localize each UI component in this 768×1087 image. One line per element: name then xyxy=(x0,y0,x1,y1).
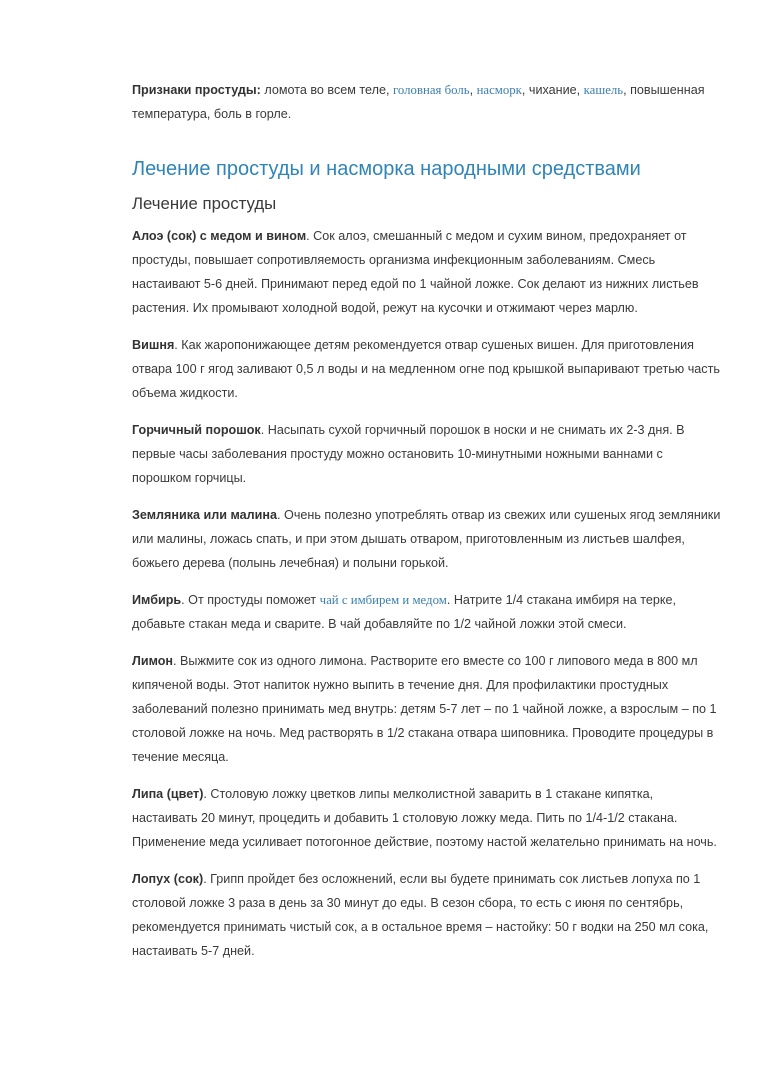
remedy-cherry xyxy=(132,333,722,405)
remedy-berries xyxy=(132,503,722,575)
ginger-tea-link[interactable]: чай с имбирем и медом xyxy=(319,593,447,607)
remedy-title: Лимон xyxy=(132,654,174,668)
main-heading: Лечение простуды и насморка народными средствами xyxy=(132,158,641,180)
symptoms-separator: , xyxy=(469,83,477,97)
remedy-title: Вишня xyxy=(132,338,175,352)
remedy-burdock xyxy=(132,867,722,963)
remedy-text: . Как жаропонижающее детям рекомендуется отвар сушеных вишен. Для приготовления отвара 100 г ягод заливают 0,5 л воды и на медленном огне под крышкой выпаривают третью часть объема жидкости. xyxy=(132,338,720,400)
document-page xyxy=(132,78,722,976)
remedy-text-after: . Натрите 1/4 стакана имбиря на терке, добавьте стакан меда и сварите. В чай добавляйте по 1/2 чайной ложки этой смеси. xyxy=(132,593,676,631)
remedy-title: Алоэ (сок) с медом и вином xyxy=(132,229,307,243)
cold-symptoms-paragraph xyxy=(132,78,722,126)
remedy-lemon xyxy=(132,649,722,769)
remedy-title: Липа (цвет) xyxy=(132,787,204,801)
remedy-text: . Очень полезно употреблять отвар из свежих или сушеных ягод земляники или малины, ложась спать, и при этом дышать отваром, приготовленным из листьев шалфея, божьего дерева (полынь лечебная) и полыни горькой. xyxy=(132,508,721,570)
cough-link[interactable]: кашель xyxy=(583,83,624,97)
remedy-title: Имбирь xyxy=(132,593,182,607)
symptoms-text-1: ломота во всем теле, xyxy=(260,83,393,97)
remedy-text: . Насыпать сухой горчичный порошок в носки и не снимать их 2-3 дня. В первые часы заболевания простуду можно остановить 10-минутными ножными ваннами с порошком горчицы. xyxy=(132,423,685,485)
remedy-mustard xyxy=(132,418,722,490)
remedy-title: Горчичный порошок xyxy=(132,423,261,437)
runny-nose-link[interactable]: насморк xyxy=(476,83,522,97)
symptoms-label: Признаки простуды: xyxy=(132,83,261,97)
remedy-text-before: . От простуды поможет xyxy=(181,593,320,607)
remedy-title: Лопух (сок) xyxy=(132,872,204,886)
headache-link[interactable]: головная боль xyxy=(393,83,470,97)
remedy-aloe xyxy=(132,224,722,320)
remedy-text: . Выжмите сок из одного лимона. Растворите его вместе со 100 г липового меда в 800 мл кипяченой воды. Этот напиток нужно выпить в течение дня. Для профилактики простудных заболеваний полезно принимать мед внутрь: детям 5-7 лет – по 1 чайной ложке, а взрослым – по 1 столовой ложке на ночь. Мед растворять в 1/2 стакана отвара шиповника. Проводите процедуры в течение месяца. xyxy=(132,654,717,764)
remedy-text: . Грипп пройдет без осложнений, если вы будете принимать сок листьев лопуха по 1 столовой ложке 3 раза в день за 30 минут до еды. В сезон сбора, то есть с июня по сентябрь, рекомендуется принимать чистый сок, а в остальное время – настойку: 50 г водки на 250 мл сока, настаивать 5-7 дней. xyxy=(132,872,709,958)
remedy-linden xyxy=(132,782,722,854)
remedy-title: Земляника или малина xyxy=(132,508,278,522)
remedy-text: . Столовую ложку цветков липы мелколистной заварить в 1 стакане кипятка, настаивать 20 минут, процедить и добавить 1 столовую ложку меда. Пить по 1/4-1/2 стакана. Применение меда усиливает потогонное действие, поэтому настой желательно принимать на ночь. xyxy=(132,787,717,849)
sub-heading: Лечение простуды xyxy=(132,194,277,213)
remedy-ginger xyxy=(132,588,722,636)
symptoms-text-2: , чихание, xyxy=(521,83,584,97)
remedy-text: . Сок алоэ, смешанный с медом и сухим вином, предохраняет от простуды, повышает сопротивляемость организма инфекционным заболеваниям. Смесь настаивают 5-6 дней. Принимают перед едой по 1 чайной ложке. Сок делают из нижних листьев растения. Их промывают холодной водой, режут на кусочки и отжимают через марлю. xyxy=(132,229,699,315)
symptoms-text-3: , повышенная температура, боль в горле. xyxy=(132,83,705,121)
